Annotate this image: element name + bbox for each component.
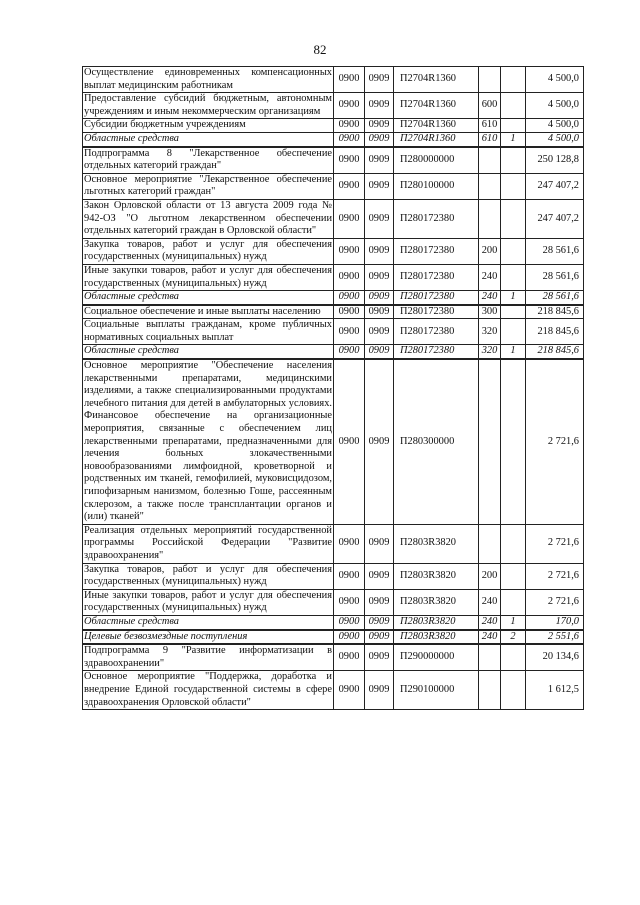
row-section: 0900 [334, 305, 365, 319]
row-target: П2803R3820 [394, 524, 479, 563]
row-source [501, 147, 526, 174]
row-section: 0900 [334, 589, 365, 615]
row-subsection: 0909 [365, 644, 394, 671]
row-expense: 240 [479, 589, 501, 615]
row-subsection: 0909 [365, 264, 394, 290]
row-section: 0900 [334, 93, 365, 119]
row-source [501, 264, 526, 290]
row-target: П280000000 [394, 147, 479, 174]
row-expense: 600 [479, 93, 501, 119]
table-row [83, 119, 584, 133]
row-section: 0900 [334, 264, 365, 290]
row-subsection: 0909 [365, 524, 394, 563]
budget-table [82, 66, 584, 710]
table-row [83, 524, 584, 563]
row-name: Областные средства [83, 345, 334, 359]
row-amount: 2 721,6 [526, 524, 584, 563]
table-row [83, 563, 584, 589]
row-source [501, 644, 526, 671]
row-subsection: 0909 [365, 119, 394, 133]
row-section: 0900 [334, 173, 365, 199]
row-expense: 240 [479, 630, 501, 645]
table-row [83, 67, 584, 93]
row-name: Осуществление единовременных компенсационных выплат медицинским работникам [83, 67, 334, 93]
row-expense [479, 173, 501, 199]
row-amount: 28 561,6 [526, 264, 584, 290]
row-amount: 2 721,6 [526, 359, 584, 524]
row-amount: 247 407,2 [526, 173, 584, 199]
row-section: 0900 [334, 671, 365, 710]
page-number: 82 [313, 42, 327, 57]
row-subsection: 0909 [365, 359, 394, 524]
row-name: Социальное обеспечение и иные выплаты населению [83, 305, 334, 319]
row-name: Основное мероприятие "Лекарственное обеспечение льготных категорий граждан" [83, 173, 334, 199]
row-amount: 4 500,0 [526, 132, 584, 146]
row-expense [479, 671, 501, 710]
row-target: П280172380 [394, 199, 479, 238]
row-expense: 610 [479, 132, 501, 146]
row-subsection: 0909 [365, 589, 394, 615]
table-row [83, 644, 584, 671]
row-amount: 2 721,6 [526, 589, 584, 615]
row-source [501, 563, 526, 589]
row-expense: 240 [479, 291, 501, 305]
row-target: П2704R1360 [394, 93, 479, 119]
row-expense [479, 359, 501, 524]
row-amount: 2 551,6 [526, 630, 584, 645]
row-expense: 200 [479, 563, 501, 589]
row-name: Основное мероприятие "Обеспечение населения лекарственными препаратами, медицинскими изделиями, а также специализированными продуктами лечебного питания для детей в амбулаторных условиях. Финансовое обеспечение на организационные мероприятия, связанные с обеспечением лиц лекарственными препаратами, предназначенными для лечения больных злокачественными новообразованиями лимфоидной, кроветворной и родственных им тканей, гемофилией, муковисцидозом, гипофизарным нанизмом, болезнью Гоше, рассеянным склерозом, а также после трансплантации органов и (или) тканей" [83, 359, 334, 524]
row-section: 0900 [334, 615, 365, 629]
row-amount: 4 500,0 [526, 119, 584, 133]
row-amount: 250 128,8 [526, 147, 584, 174]
table-row [83, 305, 584, 319]
row-expense [479, 147, 501, 174]
row-target: П2803R3820 [394, 630, 479, 645]
row-name: Закупка товаров, работ и услуг для обеспечения государственных (муниципальных) нужд [83, 563, 334, 589]
table-row-source-funding [83, 291, 584, 305]
row-expense: 200 [479, 238, 501, 264]
row-section: 0900 [334, 67, 365, 93]
row-subsection: 0909 [365, 173, 394, 199]
row-target: П280300000 [394, 359, 479, 524]
row-subsection: 0909 [365, 93, 394, 119]
table-row [83, 173, 584, 199]
row-expense [479, 644, 501, 671]
row-source [501, 199, 526, 238]
row-name: Основное мероприятие "Поддержка, доработка и внедрение Единой государственной системы в сфере здравоохранения Орловской области" [83, 671, 334, 710]
row-source [501, 359, 526, 524]
row-source [501, 67, 526, 93]
row-target: П280172380 [394, 238, 479, 264]
row-source: 1 [501, 345, 526, 359]
row-subsection: 0909 [365, 132, 394, 146]
row-source: 1 [501, 132, 526, 146]
row-source [501, 524, 526, 563]
row-subsection: 0909 [365, 291, 394, 305]
row-section: 0900 [334, 199, 365, 238]
row-section: 0900 [334, 524, 365, 563]
row-section: 0900 [334, 291, 365, 305]
row-source [501, 671, 526, 710]
row-subsection: 0909 [365, 615, 394, 629]
row-amount: 218 845,6 [526, 345, 584, 359]
row-subsection: 0909 [365, 67, 394, 93]
row-name: Субсидии бюджетным учреждениям [83, 119, 334, 133]
table-row [83, 319, 584, 345]
row-name: Социальные выплаты гражданам, кроме публичных нормативных социальных выплат [83, 319, 334, 345]
row-target: П2704R1360 [394, 132, 479, 146]
row-target: П2704R1360 [394, 119, 479, 133]
table-row-source-funding [83, 615, 584, 629]
table-row [83, 264, 584, 290]
table-row [83, 589, 584, 615]
row-amount: 1 612,5 [526, 671, 584, 710]
row-subsection: 0909 [365, 345, 394, 359]
row-source [501, 305, 526, 319]
row-target: П280172380 [394, 305, 479, 319]
row-name: Иные закупки товаров, работ и услуг для обеспечения государственных (муниципальных) нужд [83, 264, 334, 290]
row-target: П280172380 [394, 345, 479, 359]
table-row-source-funding [83, 132, 584, 146]
row-target: П280172380 [394, 319, 479, 345]
row-expense [479, 199, 501, 238]
row-expense: 320 [479, 319, 501, 345]
row-source: 1 [501, 291, 526, 305]
row-section: 0900 [334, 132, 365, 146]
row-target: П280172380 [394, 291, 479, 305]
row-amount: 247 407,2 [526, 199, 584, 238]
row-source [501, 173, 526, 199]
row-source [501, 93, 526, 119]
row-expense: 240 [479, 615, 501, 629]
table-row [83, 93, 584, 119]
row-target: П2803R3820 [394, 589, 479, 615]
table-row-source-funding [83, 630, 584, 645]
row-amount: 2 721,6 [526, 563, 584, 589]
row-name: Реализация отдельных мероприятий государственной программы Российской Федерации "Развитие здравоохранения" [83, 524, 334, 563]
row-expense [479, 67, 501, 93]
row-subsection: 0909 [365, 238, 394, 264]
row-section: 0900 [334, 630, 365, 645]
row-target: П290100000 [394, 671, 479, 710]
row-section: 0900 [334, 319, 365, 345]
row-subsection: 0909 [365, 147, 394, 174]
row-name: Закупка товаров, работ и услуг для обеспечения государственных (муниципальных) нужд [83, 238, 334, 264]
row-name: Областные средства [83, 615, 334, 629]
row-amount: 170,0 [526, 615, 584, 629]
table-row [83, 359, 584, 524]
row-amount: 28 561,6 [526, 238, 584, 264]
row-target: П2704R1360 [394, 67, 479, 93]
row-amount: 20 134,6 [526, 644, 584, 671]
row-source [501, 319, 526, 345]
row-name: Подпрограмма 9 "Развитие информатизации в здравоохранении" [83, 644, 334, 671]
table-row-source-funding [83, 345, 584, 359]
row-name: Областные средства [83, 132, 334, 146]
row-amount: 4 500,0 [526, 67, 584, 93]
row-source [501, 238, 526, 264]
row-subsection: 0909 [365, 319, 394, 345]
row-section: 0900 [334, 563, 365, 589]
row-target: П2803R3820 [394, 563, 479, 589]
table-row [83, 199, 584, 238]
row-name: Предоставление субсидий бюджетным, автономным учреждениям и иным некоммерческим организациям [83, 93, 334, 119]
row-subsection: 0909 [365, 199, 394, 238]
table-row [83, 238, 584, 264]
row-target: П2803R3820 [394, 615, 479, 629]
row-expense: 240 [479, 264, 501, 290]
row-source [501, 119, 526, 133]
row-section: 0900 [334, 359, 365, 524]
row-section: 0900 [334, 147, 365, 174]
row-amount: 28 561,6 [526, 291, 584, 305]
row-name: Закон Орловской области от 13 августа 2009 года № 942-ОЗ "О льготном лекарственном обеспечении отдельных категорий граждан в Орловской области" [83, 199, 334, 238]
row-subsection: 0909 [365, 630, 394, 645]
row-section: 0900 [334, 238, 365, 264]
row-name: Иные закупки товаров, работ и услуг для обеспечения государственных (муниципальных) нужд [83, 589, 334, 615]
row-expense: 610 [479, 119, 501, 133]
row-target: П280100000 [394, 173, 479, 199]
table-row [83, 671, 584, 710]
row-target: П280172380 [394, 264, 479, 290]
row-expense: 320 [479, 345, 501, 359]
row-source [501, 589, 526, 615]
row-subsection: 0909 [365, 671, 394, 710]
row-source: 1 [501, 615, 526, 629]
row-name: Целевые безвозмездные поступления [83, 630, 334, 645]
row-section: 0900 [334, 119, 365, 133]
row-section: 0900 [334, 644, 365, 671]
row-expense: 300 [479, 305, 501, 319]
row-name: Областные средства [83, 291, 334, 305]
row-subsection: 0909 [365, 563, 394, 589]
row-section: 0900 [334, 345, 365, 359]
row-target: П290000000 [394, 644, 479, 671]
row-name: Подпрограмма 8 "Лекарственное обеспечение отдельных категорий граждан" [83, 147, 334, 174]
row-amount: 218 845,6 [526, 305, 584, 319]
row-subsection: 0909 [365, 305, 394, 319]
row-expense [479, 524, 501, 563]
row-amount: 218 845,6 [526, 319, 584, 345]
row-source: 2 [501, 630, 526, 645]
table-row [83, 147, 584, 174]
row-amount: 4 500,0 [526, 93, 584, 119]
